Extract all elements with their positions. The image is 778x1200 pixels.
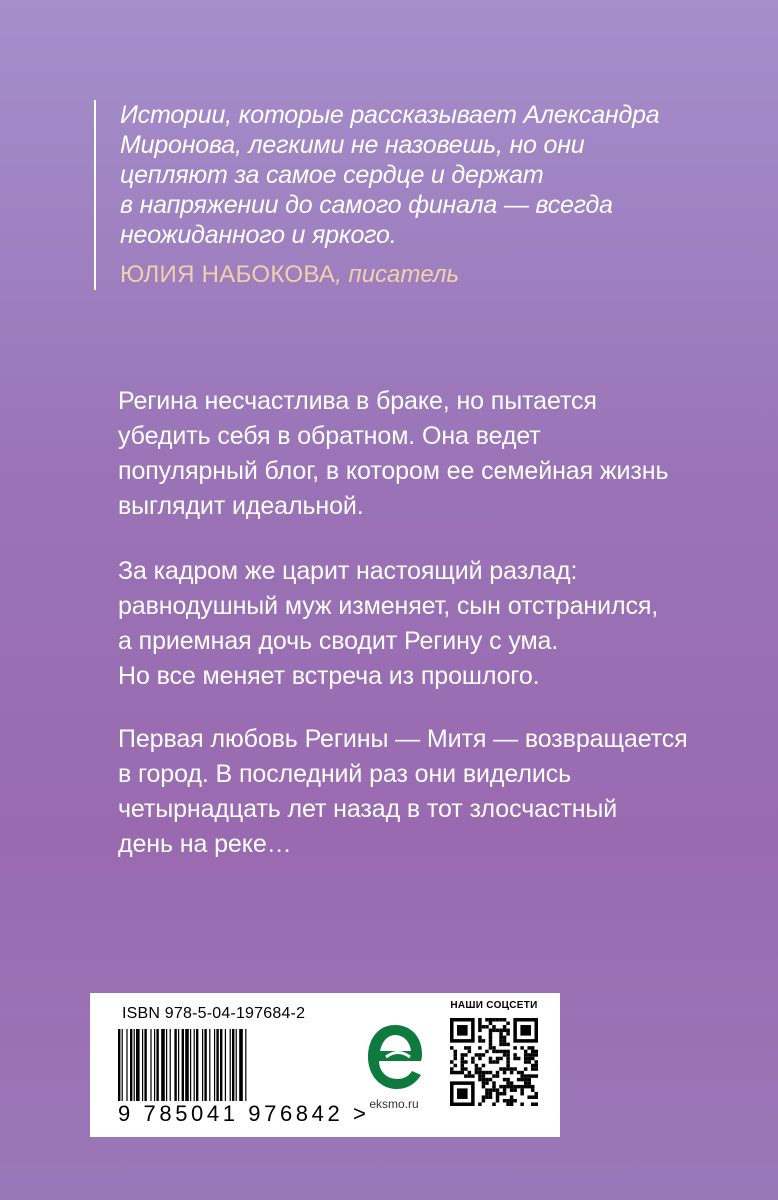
description-line: Первая любовь Регины — Митя — возвращается xyxy=(118,725,688,753)
isbn-label: ISBN 978-5-04-197684-2 xyxy=(122,1005,306,1022)
description-paragraph-1 xyxy=(118,384,758,524)
description-line: четырнадцать лет назад в тот злосчастный xyxy=(118,795,618,823)
social-title: НАШИ СОЦСЕТИ xyxy=(450,1000,538,1011)
author-role: , писатель xyxy=(335,261,460,288)
description-line: а приемная дочь сводит Регину с ума. xyxy=(118,627,559,655)
qr-code-icon xyxy=(450,1018,538,1106)
description-line: день на реке… xyxy=(118,830,292,858)
author-name: ЮЛИЯ НАБОКОВА xyxy=(120,261,336,288)
description-line: За кадром же царит настоящий разлад: xyxy=(118,557,578,585)
quote-line: Миронова, легкими не назовешь, но они xyxy=(120,131,585,159)
quote-line: в напряжении до самого финала — всегда xyxy=(120,191,613,219)
description-line: выглядит идеальной. xyxy=(118,492,364,520)
description-paragraph-3 xyxy=(118,722,758,862)
quote-text xyxy=(120,100,760,250)
description-line: убедить себя в обратном. Она ведет xyxy=(118,422,541,450)
barcode-digits: 9 785041 976842 > xyxy=(118,1101,370,1126)
description-line: Но все меняет встреча из прошлого. xyxy=(118,662,540,690)
quote-line: цепляют за самое сердце и держат xyxy=(120,161,544,189)
description-line: равнодушный муж изменяет, сын отстранился, xyxy=(118,592,659,620)
quote-block xyxy=(94,100,760,290)
description-line: в город. В последний раз они виделись xyxy=(118,760,572,788)
description-paragraph-2 xyxy=(118,554,758,694)
quote-line: Истории, которые рассказывает Александра xyxy=(120,101,660,129)
barcode-bars xyxy=(118,1029,354,1101)
social-qr-panel xyxy=(438,1000,550,1126)
publisher-site: eksmo.ru xyxy=(369,1097,419,1111)
eksmo-logo-icon xyxy=(364,1021,426,1093)
description-line: Регина несчастлива в браке, но пытается xyxy=(118,387,597,415)
quote-line: неожиданного и яркого. xyxy=(120,221,397,249)
description-line: популярный блог, в котором ее семейная жизнь xyxy=(118,457,669,485)
quote-author xyxy=(120,260,760,290)
